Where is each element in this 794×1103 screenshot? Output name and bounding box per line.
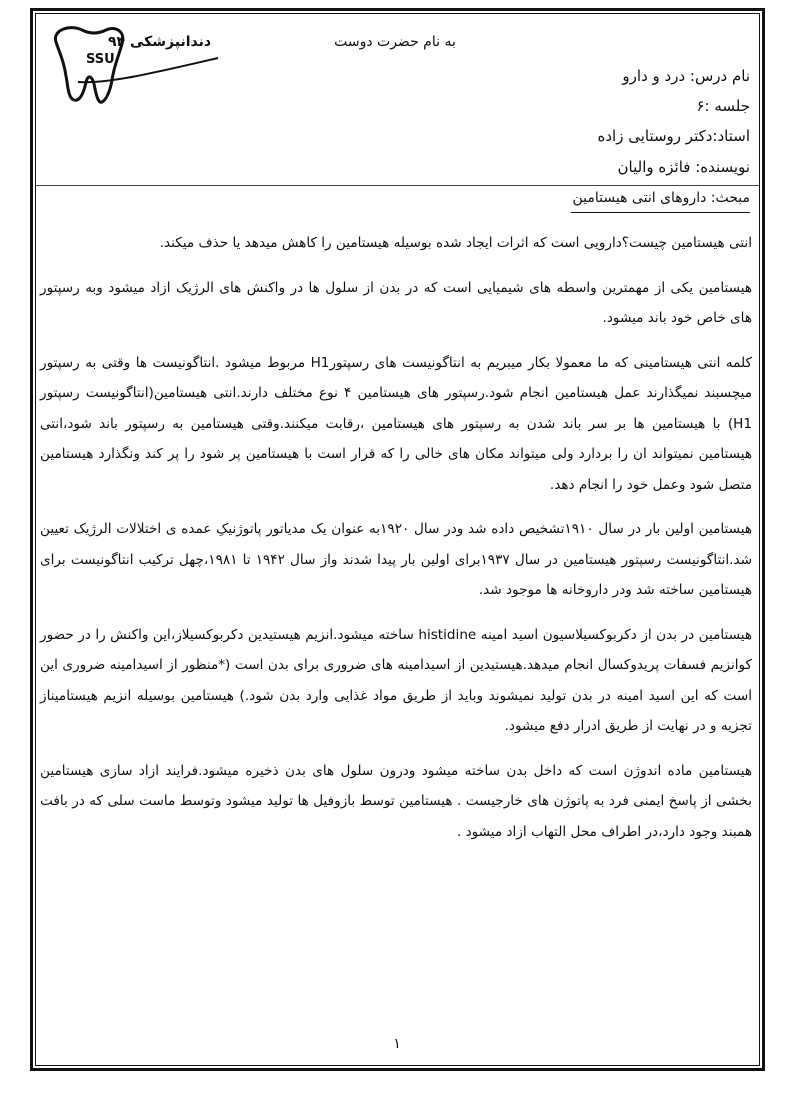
bismillah-heading: به نام حضرت دوست [334,34,456,50]
page-number: ۱ [393,1036,401,1052]
topic-title: مبحث: داروهای انتی هیستامین [572,190,750,206]
topic-underline [571,212,750,213]
teacher-name: استاد:دکتر روستایی زاده [597,127,750,145]
session-number: جلسه :۶ [696,97,750,115]
paragraph: هیستامین اولین بار در سال ۱۹۱۰تشخیص داده شد ودر سال ۱۹۲۰به عنوان یک مدیاتور پاتوژنیکِ عمده ی اختلالات الرژیک تعیین شد.انتاگونیست رسپتور هیستامین در سال ۱۹۳۷برای اولین بار پیدا شدند واز سال ۱۹۴۲ تا ۱۹۸۱،چهل ترکیب انتاگونیست برای هیستامین ساخته شد ودر داروخانه ها موجود شد. [40,521,753,598]
paragraph: هیستامین ماده اندوژن است که داخل بدن ساخته میشود ودرون سلول های بدن ذخیره میشود.فرایند ازاد سازی هیستامین بخشی از پاسخ ایمنی فرد به پاتوژن های خارجیست . هیستامین توسط بازوفیل ها تولید میشود وتوسط ماست سلی که در بافت همبند وجود دارد،در اطراف محل التهاب ازاد میشود . [40,762,752,840]
document-body [40,228,752,861]
paragraph: هیستامین در بدن از دکربوکسیلاسیون اسید امینه histidine ساخته میشود.انزیم هیستیدین دکربوکسیلاز،این واکنش را در حضور کوانزیم فسفات پریدوکسال انجام میدهد.هیستیدین از اسیدامینه های ضروری برای بدن است (*منظور از اسیدامینه ضروری این است که این اسید امینه در بدن تولید نمیشوند وباید از طریق مواد غذایی وارد بدن شود.) هیستامین بوسیله انزیم هیستامیناز تجزیه و در نهایت از طریق ادرار دفع میشود. [40,626,752,734]
course-name: نام درس: درد و دارو [622,67,750,85]
writer-name: نویسنده: فائزه والیان [617,158,750,176]
paragraph: هیستامین یکی از مهمترین واسطه های شیمیایی است که در بدن از سلول ها در واکنش های الرژیک ازاد میشود وبه رسپتور های خاص خود باند میشود. [40,279,752,326]
logo-abbreviation: SSU [86,52,115,67]
logo-caption: دندانپزشکی ۹۴ [108,34,212,50]
paragraph: انتی هیستامین چیست؟دارویی است که اثرات ایجاد شده بوسیله هیستامین را کاهش میدهد یا حذف میکند. [159,235,752,251]
paragraph: کلمه انتی هیستامینی که ما معمولا بکار میبریم به انتاگونیست های رسپتورH1 مربوط میشود .انتاگونیست ها وقتی به رسپتور میچسبند نمیگذارند عمل هیستامین انجام شود.رسپتور های هیستامین ۴ نوع مختلف دارند.انتی هیستامین(انتاگونیست رسپتور H1) با هیستامین ها بر سر باند شدن به رسپتور های هیستامین ،رقابت میکنند.وقتی هیستامین به رسپتور باند شود،انتی هیستامین نمیتواند ان را بردارد ولی میتواند مکان های خالی را که قرار است با هیستامین پر شود را پر کند ونگذارد هیستامین متصل شود وعمل خود را انجام دهد. [40,354,752,493]
header-divider [36,185,759,186]
